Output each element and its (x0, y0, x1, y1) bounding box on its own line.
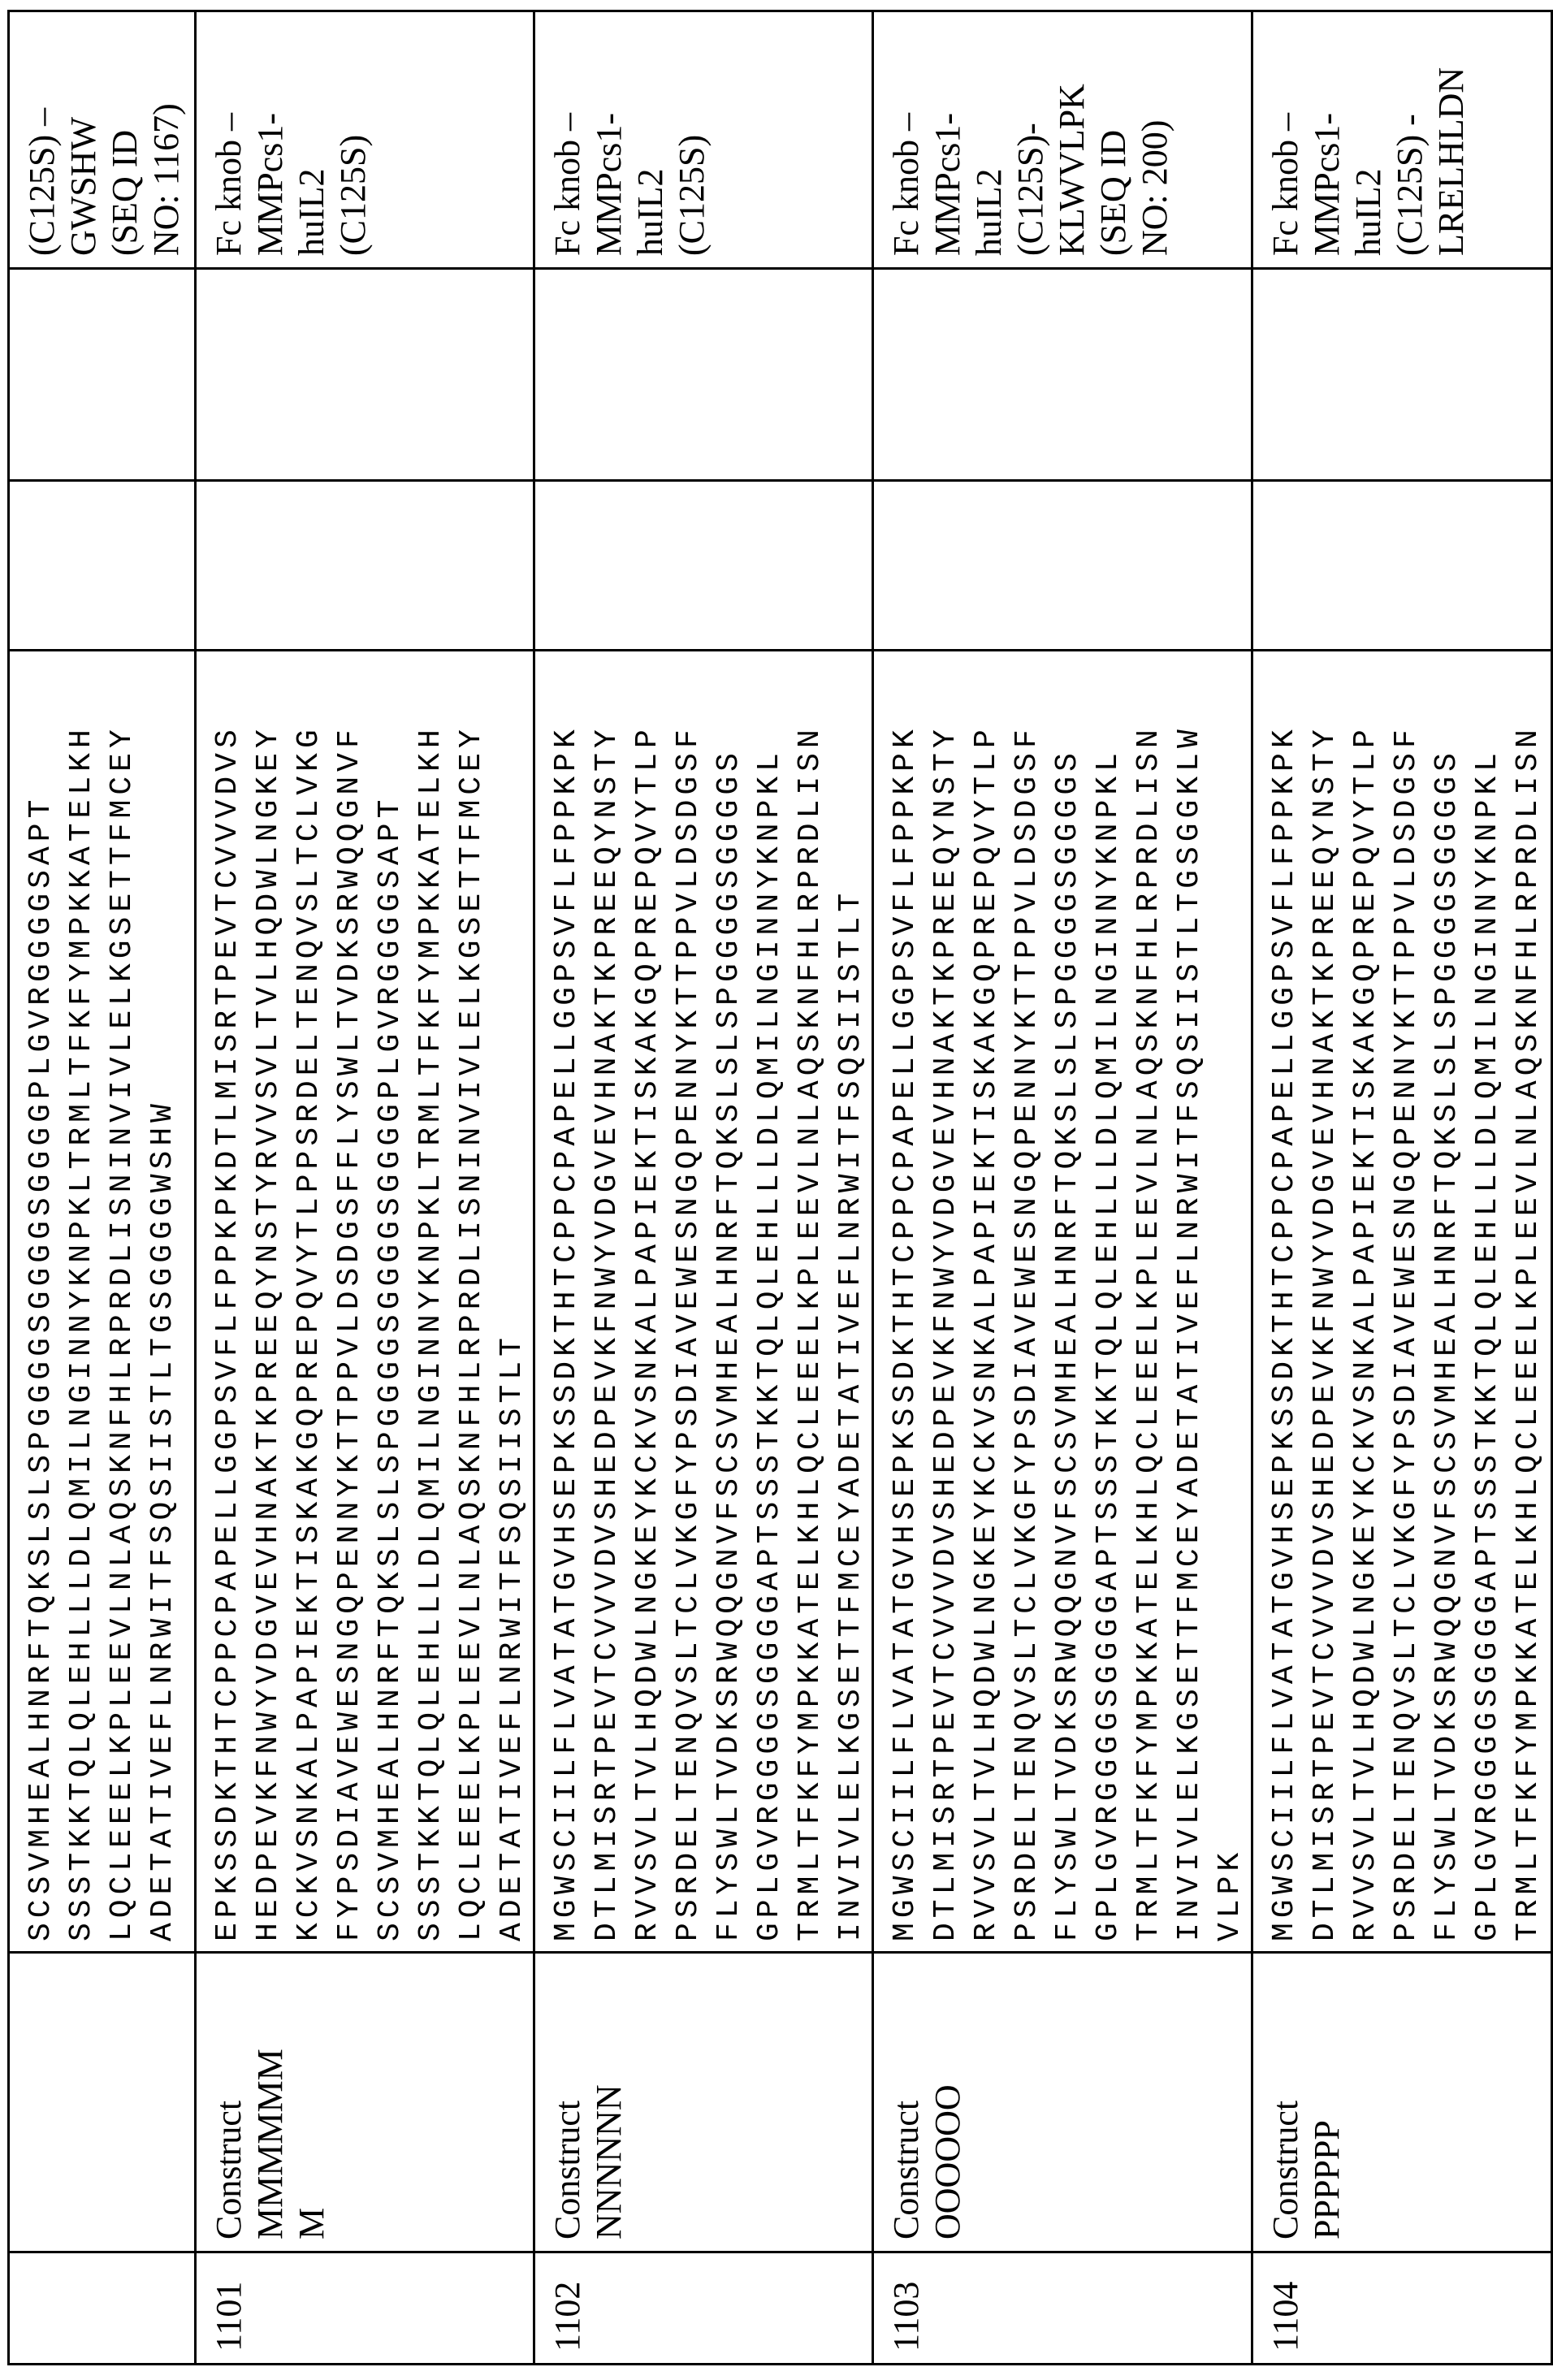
description-line: huIL2 (968, 22, 1010, 256)
sequence-line: VLPK (1210, 661, 1251, 1941)
construct-name-line: M (291, 1963, 332, 2239)
description-line: LRELHLDN (1430, 22, 1472, 256)
description-cell (534, 11, 873, 269)
sequence-line: FLYSWLTVDKSRWQQGNVFSCSVMHEALHNRFTQKSLSLSPGGGGSGGGGS (709, 661, 750, 1941)
row-number: 1103 (886, 2282, 926, 2352)
empty-cell (9, 481, 196, 651)
description-line: Fc knob – (547, 22, 588, 256)
construct-name-line: Construct (208, 1963, 249, 2239)
sequence-line: TRMLTFKFYMPKKATELKHLQCLEEELKPLEEVLNLAQSKNFHLRPRDLISN (1129, 661, 1170, 1941)
sequence-cell (873, 651, 1252, 1953)
sequence-line: KCKVSNKALPAPIEKTISKAKGQPREPQVYTLPPSRDELTENQVSLTCLVKG (289, 661, 330, 1941)
sequence-line: HEDPEVKFNWYVDGVEVHNAKTKPREEQYNSTYRVVSVLTVLHQDWLNGKEY (249, 661, 289, 1941)
empty-cell (1252, 269, 1552, 481)
empty-cell (1252, 481, 1552, 651)
row-number-cell (196, 2252, 534, 2365)
construct-name-cell (873, 1953, 1252, 2252)
description-line: (C125S)- (1010, 22, 1051, 256)
sequence-line: GPLGVRGGGGSGGGGAPTSSSTKKTQLQLEHLLLDLQMILNGINNYKNPKL (750, 661, 790, 1941)
sequence-line: SCSVMHEALHNRFTQKSLSLSPGGGGSGGGGSGGGGPLGVRGGGGSAPT (370, 661, 411, 1941)
empty-cell (196, 269, 534, 481)
description-line: NO: 200) (1134, 22, 1175, 256)
description-line: huIL2 (629, 22, 671, 256)
description-cell (196, 11, 534, 269)
row-number: 1101 (209, 2282, 249, 2352)
sequence-line: FLYSWLTVDKSRWQQGNVFSCSVMHEALHNRFTQKSLSLSPGGGGSGGGGS (1048, 661, 1088, 1941)
description-line: MMPcs1- (927, 22, 968, 256)
sequence-cell (1252, 651, 1552, 1953)
construct-name-cell (534, 1953, 873, 2252)
sequence-line: DTLMISRTPEVTCVVVDVSHEDPEVKFNWYVDGVEVHNAKTKPREEQYNSTY (587, 661, 628, 1941)
sequence-line: FLYSWLTVDKSRWQQGNVFSCSVMHEALHNRFTQKSLSLSPGGGGSGGGGS (1427, 661, 1468, 1941)
sequence-line: SSSTKKTQLQLEHLLLDLQMILNGINNYKNPKLTRMLTFKFYMPKKATELKH (62, 661, 102, 1941)
description-line: (SEQ ID (104, 22, 145, 256)
table-row (196, 11, 534, 2365)
sequence-line: MGWSCIILFLVATATGVHSEPKSSDKTHTCPPCPAPELLGGPSVFLFPPKPK (885, 661, 926, 1941)
sequence-line: MGWSCIILFLVATATGVHSEPKSSDKTHTCPPCPAPELLGGPSVFLFPPKPK (547, 661, 587, 1941)
sequence-line: PSRDELTENQVSLTCLVKGFYPSDIAVEWESNGQPENNYKTTPPVLDSDGSF (1007, 661, 1048, 1941)
description-line: (C125S) (332, 22, 374, 256)
empty-cell (534, 269, 873, 481)
rotated-document-page (0, 0, 1514, 2380)
row-number-cell (873, 2252, 1252, 2365)
row-number-cell (9, 2252, 196, 2365)
sequence-line: DTLMISRTPEVTCVVVDVSHEDPEVKFNWYVDGVEVHNAKTKPREEQYNSTY (1305, 661, 1346, 1941)
sequence-line: SCSVMHEALHNRFTQKSLSLSPGGGGSGGGGSGGGGPLGVRGGGGSAPT (21, 661, 62, 1941)
description-line: Fc knob – (885, 22, 927, 256)
sequence-table (7, 10, 1553, 2365)
description-line: (C125S) – (21, 22, 63, 256)
construct-name-line: NNNNNN (588, 1963, 629, 2239)
empty-cell (873, 481, 1252, 651)
description-line: Fc knob – (208, 22, 249, 256)
sequence-cell (9, 651, 196, 1953)
sequence-cell (534, 651, 873, 1953)
description-line: huIL2 (291, 22, 332, 256)
construct-name-cell (9, 1953, 196, 2252)
table-row (1252, 11, 1552, 2365)
sequence-line: PSRDELTENQVSLTCLVKGFYPSDIAVEWESNGQPENNYKTTPPVLDSDGSF (1386, 661, 1427, 1941)
empty-cell (9, 269, 196, 481)
construct-name-line: Construct (1265, 1963, 1306, 2239)
row-number: 1104 (1265, 2282, 1305, 2352)
sequence-line: DTLMISRTPEVTCVVVDVSHEDPEVKFNWYVDGVEVHNAKTKPREEQYNSTY (926, 661, 967, 1941)
description-cell (9, 11, 196, 269)
table-body (9, 11, 1552, 2365)
table-row (873, 11, 1252, 2365)
sequence-line: ADETATIVEFLNRWITFSQSIISTLTGSGGGGWSHW (143, 661, 184, 1941)
row-number: 1102 (547, 2282, 587, 2352)
table-row (9, 11, 196, 2365)
description-line: (C125S) (671, 22, 712, 256)
sequence-line: INVIVLELKGSETTFMCEYADETATIVEFLNRWITFSQSIISTLTGSGGKLW (1170, 661, 1210, 1941)
sequence-line: GPLGVRGGGGSGGGGAPTSSSTKKTQLQLEHLLLDLQMILNGINNYKNPKL (1088, 661, 1129, 1941)
construct-name-cell (1252, 1953, 1552, 2252)
description-line: MMPcs1- (249, 22, 291, 256)
empty-cell (534, 481, 873, 651)
description-cell (873, 11, 1252, 269)
sequence-line: SSSTKKTQLQLEHLLLDLQMILNGINNYKNPKLTRMLTFKFYMPKKATELKH (411, 661, 452, 1941)
description-line: (C125S) - (1389, 22, 1430, 256)
sequence-line: RVVSVLTVLHQDWLNGKEYKCKVSNKALPAPIEKTISKAKGQPREPQVYTLP (628, 661, 668, 1941)
description-line: huIL2 (1348, 22, 1389, 256)
construct-name-cell (196, 1953, 534, 2252)
sequence-line: GPLGVRGGGGSGGGGAPTSSSTKKTQLQLEHLLLDLQMILNGINNYKNPKL (1468, 661, 1508, 1941)
construct-name-line: MMMMMM (249, 1963, 291, 2239)
table-row (534, 11, 873, 2365)
row-number-cell (534, 2252, 873, 2365)
sequence-line: FYPSDIAVEWESNGQPENNYKTTPPVLDSDGSFFLYSWLTVDKSRWQQGNVF (330, 661, 370, 1941)
description-line: (SEQ ID (1092, 22, 1134, 256)
description-line: MMPcs1- (588, 22, 629, 256)
description-cell (1252, 11, 1552, 269)
sequence-line: RVVSVLTVLHQDWLNGKEYKCKVSNKALPAPIEKTISKAKGQPREPQVYTLP (967, 661, 1007, 1941)
construct-name-line: Construct (885, 1963, 927, 2239)
sequence-line: TRMLTFKFYMPKKATELKHLQCLEEELKPLEEVLNLAQSKNFHLRPRDLISN (1508, 661, 1549, 1941)
construct-name-line: Construct (547, 1963, 588, 2239)
sequence-line: MGWSCIILFLVATATGVHSEPKSSDKTHTCPPCPAPELLGGPSVFLFPPKPK (1265, 661, 1305, 1941)
sequence-line: INVIVLELKGSETTFMCEYADETATIVEFLNRWITFSQSIISTLT (831, 661, 872, 1941)
description-line: KLWVLPK (1051, 22, 1092, 256)
sequence-line: PSRDELTENQVSLTCLVKGFYPSDIAVEWESNGQPENNYKTTPPVLDSDGSF (668, 661, 709, 1941)
construct-name-line: PPPPPP (1306, 1963, 1348, 2239)
empty-cell (196, 481, 534, 651)
description-line: NO: 1167) (145, 22, 187, 256)
sequence-cell (196, 651, 534, 1953)
description-line: GWSHW (63, 22, 104, 256)
row-number-cell (1252, 2252, 1552, 2365)
sequence-line: EPKSSDKTHTCPPCPAPELLGGPSVFLFPPKPKDTLMISRTPEVTCVVVDVS (208, 661, 249, 1941)
sequence-line: ADETATIVEFLNRWITFSQSIISTLT (492, 661, 533, 1941)
description-line: Fc knob – (1265, 22, 1306, 256)
description-line: MMPcs1- (1306, 22, 1348, 256)
sequence-line: TRMLTFKFYMPKKATELKHLQCLEEELKPLEEVLNLAQSKNFHLRPRDLISN (790, 661, 831, 1941)
sequence-line: LQCLEEELKPLEEVLNLAQSKNFHLRPRDLISNINVIVLELKGSETTFMCEY (102, 661, 143, 1941)
sequence-line: RVVSVLTVLHQDWLNGKEYKCKVSNKALPAPIEKTISKAKGQPREPQVYTLP (1346, 661, 1386, 1941)
sequence-line: LQCLEEELKPLEEVLNLAQSKNFHLRPRDLISNINVIVLELKGSETTFMCEY (452, 661, 492, 1941)
empty-cell (873, 269, 1252, 481)
construct-name-line: OOOOOO (927, 1963, 968, 2239)
